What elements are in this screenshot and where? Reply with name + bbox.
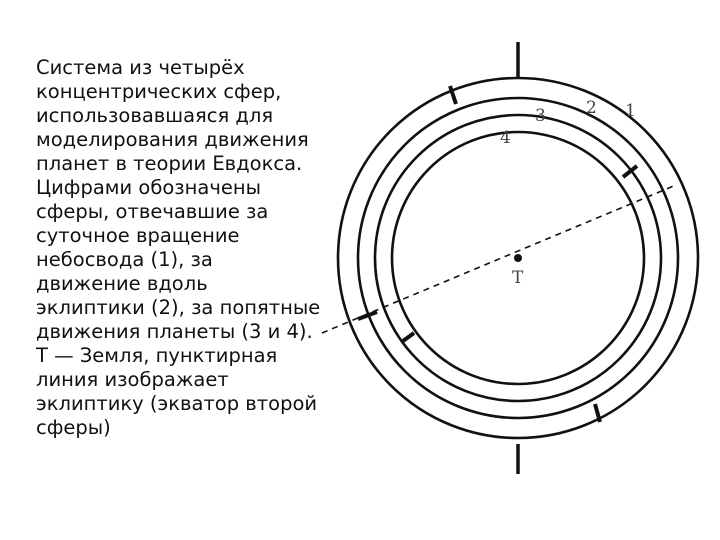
caption-line: моделирования движения	[36, 128, 309, 151]
earth-dot	[514, 254, 522, 262]
axle-mark	[403, 333, 414, 341]
caption-line: небосвода (1), за	[36, 248, 213, 271]
caption-line: суточное вращение	[36, 224, 240, 247]
caption-line: эклиптики (2), за попятные	[36, 296, 321, 319]
sphere-label-2: 2	[586, 98, 597, 118]
caption-line: использовавшаяся для	[36, 104, 274, 127]
sphere-label-4: 4	[500, 128, 511, 148]
caption-line: сферы, отвечавшие за	[36, 200, 269, 223]
caption-line: сферы)	[36, 416, 111, 439]
caption-line: Цифрами обозначены	[36, 176, 262, 199]
caption-line: Т — Земля, пунктирная	[36, 344, 278, 367]
caption-line: планет в теории Евдокса.	[36, 152, 303, 175]
caption-line: концентрических сфер,	[36, 80, 282, 103]
sphere-label-1: 1	[625, 101, 636, 121]
caption-line: Система из четырёх	[36, 56, 245, 79]
sphere-label-3: 3	[535, 106, 546, 126]
earth-label: T	[512, 268, 524, 288]
caption-line: эклиптику (экватор второй	[36, 392, 318, 415]
caption-line: движение вдоль	[36, 272, 208, 295]
caption-line: движения планеты (3 и 4).	[36, 320, 313, 343]
caption-line: линия изображает	[36, 368, 229, 391]
